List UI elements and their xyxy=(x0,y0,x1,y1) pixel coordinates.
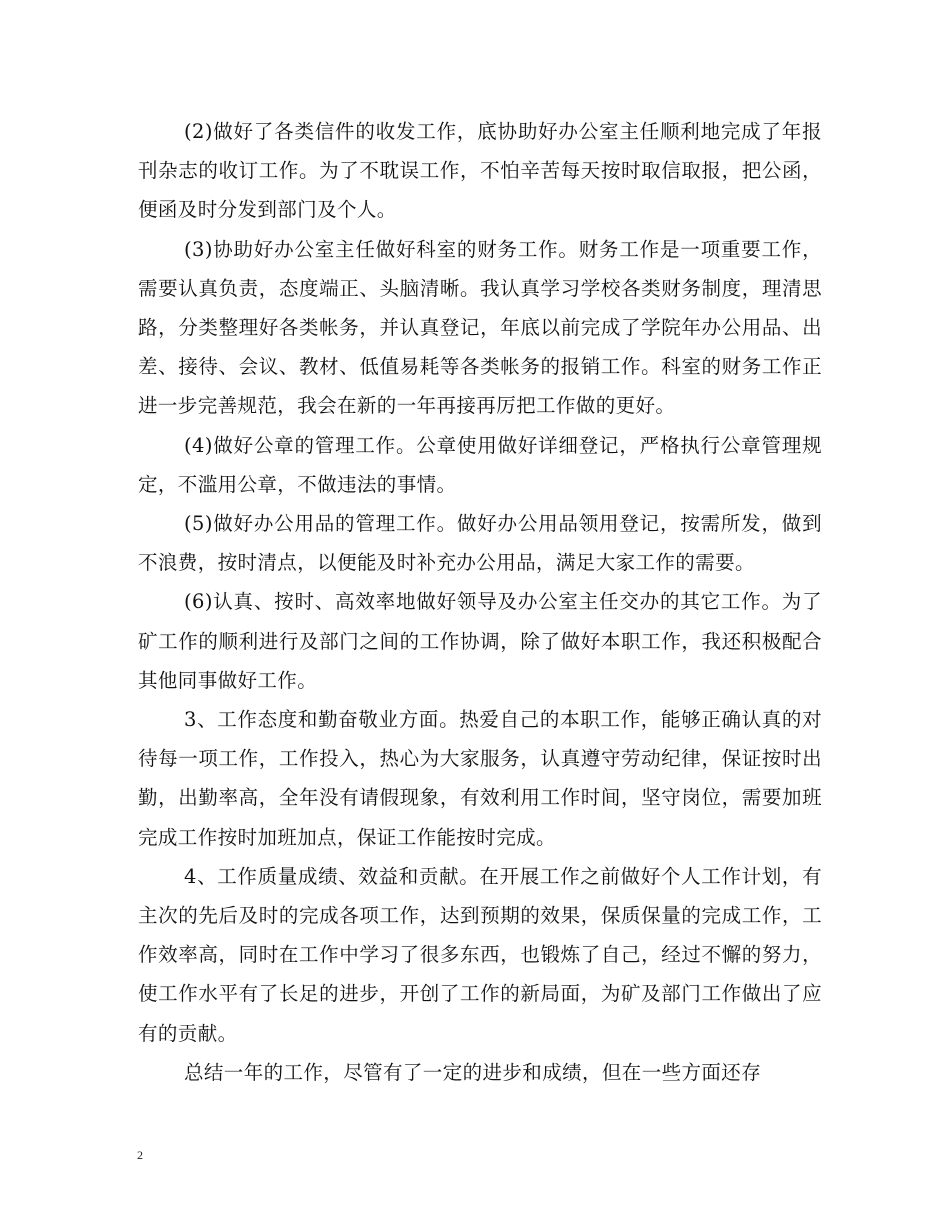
paragraph-seal-management: (4)做好公章的管理工作。公章使用做好详细登记，严格执行公章管理规定，不滥用公章，不做违法的事情。 xyxy=(138,433,822,496)
paragraph-mail-handling: (2)做好了各类信件的收发工作，底协助好办公室主任顺利地完成了年报刊杂志的收订工作。为了不耽误工作，不怕辛苦每天按时取信取报，把公函，便函及时分发到部门及个人。 xyxy=(138,120,822,222)
paragraph-office-supplies: (5)做好办公用品的管理工作。做好办公用品领用登记，按需所发，做到不浪费，按时清点，以便能及时补充办公用品，满足大家工作的需要。 xyxy=(138,512,822,575)
paragraph-work-quality: 4、工作质量成绩、效益和贡献。在开展工作之前做好个人工作计划，有主次的先后及时的完成各项工作，达到预期的效果，保质保量的完成工作，工作效率高，同时在工作中学习了很多东西，也锻炼了自己，经过不懈的努力，使工作水平有了长足的进步，开创了工作的新局面，为矿及部门工作做出了应有的贡献。 xyxy=(138,864,822,1045)
paragraph-work-attitude: 3、工作态度和勤奋敬业方面。热爱自己的本职工作，能够正确认真的对待每一项工作，工作投入，热心为大家服务，认真遵守劳动纪律，保证按时出勤，出勤率高，全年没有请假现象，有效利用工作时间，坚守岗位，需要加班完成工作按时加班加点，保证工作能按时完成。 xyxy=(138,708,822,849)
paragraph-summary: 总结一年的工作，尽管有了一定的进步和成绩，但在一些方面还存 xyxy=(184,1060,762,1084)
paragraph-other-tasks: (6)认真、按时、高效率地做好领导及办公室主任交办的其它工作。为了矿工作的顺利进行及部门之间的工作协调，除了做好本职工作，我还积极配合其他同事做好工作。 xyxy=(138,590,822,692)
paragraph-finance-work: (3)协助好办公室主任做好科室的财务工作。财务工作是一项重要工作，需要认真负责，态度端正、头脑清晰。我认真学习学校各类财务制度，理清思路，分类整理好各类帐务，并认真登记，年底以前完成了学院年办公用品、出差、接待、会议、教材、低值易耗等各类帐务的报销工作。科室的财务工作正进一步完善规范，我会在新的一年再接再厉把工作做的更好。 xyxy=(138,237,822,418)
page-number: 2 xyxy=(137,1148,143,1162)
document-body xyxy=(138,112,822,1092)
